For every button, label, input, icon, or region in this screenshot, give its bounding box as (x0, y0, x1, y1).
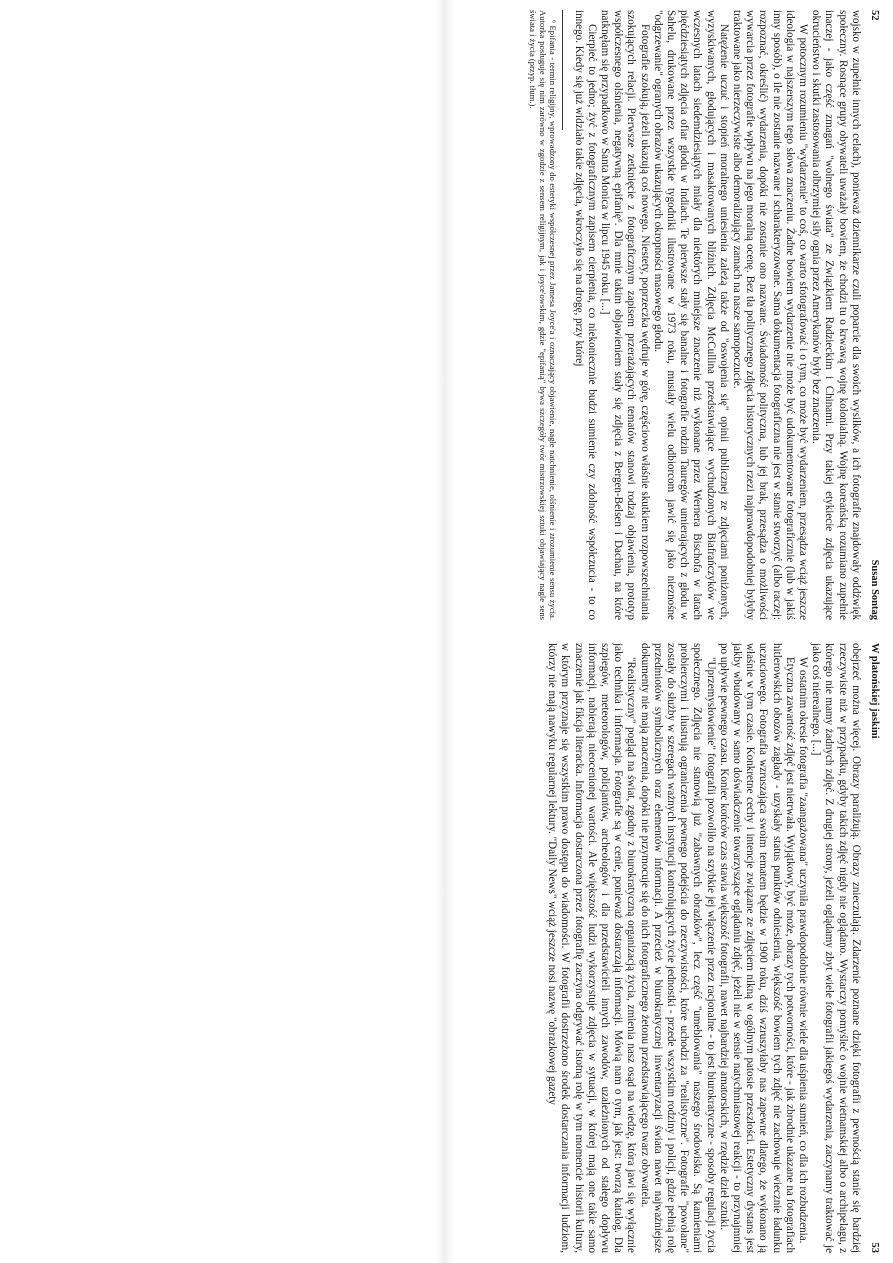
paragraph: W ostatnim okresie fotografia "zaangażowana" uczyniła prawdopodobnie równie wiele dla uśpienia sumień, co dla ich rozbudzenia. (796, 657, 809, 1244)
paragraph: Natężenie uczuć i stopień moralnego uniesienia zależą także od "oswojenia się" opinii publicznej ze zdjęciami poniżonych, wyzyskiwanych, głodujących i masakrowanych bliźnich. Zdjęcia McCullina przedstawiające wychudzonych Biafrańczyków we wczesnych latach siedemdziesiątych miały dla niektórych mniejsze znaczenie niż wykonane przez Wernera Bischofa w latach pięćdziesiątych zdjęcia ofiar głodu w Indiach. Te pierwsze stały się banalne i fotografie rodzin Tauregów umierających z głodu w Sahelu, drukowane przez wszystkie tygodniki ilustrowane w 1973 roku, musiały wielu odbiorcom jawić się jako nieznośne "odgrzewanie" ogranych obrazów ukazujących okropności masowego głodu. (651, 10, 730, 620)
right-page (453, 633, 893, 1263)
running-head: Susan Sontag (869, 559, 880, 620)
right-page-header (868, 643, 881, 1253)
left-page (453, 0, 893, 630)
paragraph: Cierpieć to jedno; żyć z fotograficznym zapisem cierpienia, co niekoniecznie budzi sumienie czy zdolność współczucia - to co innego. Kiedy się już widziało takie zdjęcia, wkroczyło się na drogę, przy której (572, 10, 598, 620)
left-page-header (868, 10, 881, 620)
paragraph: Fotografie szokują, jeżeli ukazują coś nowego. Niestety, poprzeczka wędruje w górę, częściowo właśnie skutkiem rozpowszechniania szokujących relacji. Pierwsze zetknięcie z fotograficznym zapisem przerażających tematów stanowi rodzaj objawienia, prototyp współczesnego olśnienia, negatywną epifanię⁶. Dla mnie takim objawieniem stały się zdjęcia z Bergen-Belsen i Dachau, na które natknęłam się przypadkowo w Santa Monica w lipcu 1945 roku. [...] (598, 10, 651, 620)
footnote: ⁶ Epifania - termin religijny, wprowadzony do estetyki współczesnej przez Jamesa Joyce'a i oznaczający objawienie, nagłe natchnienie, olśnienie i zrozumienie sensu życia. Autorka posługuje się nim zarówno w zgodzie z sensem religijnym, jak i joyce'owskim, gdzie "epifanią" bywa szczegóły twór mistrzowskiej sztuki objawiający nagle sens świata i życia (przyp. tłum.). (528, 10, 559, 620)
paragraph: Etyczna zawartość zdjęć jest nietrwała. Wyjątkowy, być może, obrazy tych potworności, które - jak zbrodnie ukazane na fotografiach hitlerowskich obozów zagłady - uzyskały status punktów odniesienia, większość bowiem tych zdjęć nie zachowuje wiecznie ładunku uczuciowego. Fotografia wzruszająca swoim tematem będzie w 1900 roku, dziś wzruszyłaby nas zapewne dlatego, że wykonano ją właśnie w tym czasie. Konkretne cechy i intencje związane ze zdjęciem nikną w ogólnym patosie przeszłości. Estetyczny dystans jest jakby wbudowany w samo doświadczenie towarzyszące oglądaniu zdjęć, jeżeli nie w sensie natychmiastowej reakcji - to przynajmniej po upływie pewnego czasu. Koniec końców czas stawia większość fotografii, nawet najbardziej amatorskich, w rzędzie dzieł sztuki. (717, 643, 796, 1253)
paragraph: "Realistyczny" pogląd na świat, zgodny z biurokratyczną organizacją życia, zmienia nasz osąd na wiedzę, która jawi się wyłącznie jako technika i informacja. Fotografie są w cenie, ponieważ dostarczają informacji. Mówią nam o tym, jak jest: tworzą katalog. Dla szpiegów, meteorologów, policjantów, archeologów i dla przedstawicieli innych zawodów, uzależnionych od stałego dopływu informacji, nabierają nieocenionej wartości. Ale większość ludzi wykorzystuje zdjęcia w sytuacji, w której mają one takie samo znaczenie jak fikcja literacka. Informacja dostarczona przez fotografię zaczyna odgrywać istotną rolę w tym momencie historii kultury, w którym przyznaje się wszystkim prawo dostępu do wiadomości. W fotografii dostrzeżono środek dostarczania informacji ludziom, którzy nie mają nawyku regularnej lektury. "Daily News" wciąż jeszcze nosi nazwę "obrazkowej gazety (546, 643, 638, 1253)
footnote-divider (562, 10, 563, 130)
paragraph: "Uprzemysłowienie" fotografii pozwoliło na szybkie jej włączenie przez racjonalne - to jest biurokratyczne - sposoby regulacji życia społecznego. Zdjęcia nie stanowią już "zabawnych obrazków", lecz część "umeblowania" naszego środowiska. Są kamieniami probierczymi i ilustrują ograniczenia pewnego podejścia do rzeczywistości, które uchodzi za "realistyczne". Fotografie "powołane" zostały do służby w szeregach ważnych instytucji kontrolujących życie jednostki - przede wszystkim rodziny i policji, gdzie pełnią rolę przedmiotów symbolicznych oraz elementów informacji. A przecież w biurokratycznej inwentaryzacji świata nawet najważniejsze dokumenty nie mają znaczenia, dopóki nie przymocuje się do nich fotograficznego żetonu przedstawiającego twarz obywatela. (638, 643, 717, 1253)
paragraph: obejrzeć można więcej. Obrazy paraliżują. Obrazy znieczulają. Zdarzenie poznane dzięki fotografii z pewnością stanie się bardziej rzeczywiste niż w przypadku, gdyby takich zdjęć nigdy nie oglądano. Wystarczy pomyśleć o wojnie wietnamskiej albo o archipelagu, z którego nie mamy żadnych zdjęć. Z drugiej strony, jeżeli oglądamy zbyt wiele fotografii jakiegoś wydarzenia, zaczynamy traktować je jako coś nierealnego. [...] (810, 643, 862, 1253)
running-head: W platońskiej jaskini (869, 643, 880, 739)
page-number: 53 (869, 1242, 880, 1253)
paragraph: W potocznym rozumieniu "wydarzenie" to coś, co warto sfotografować i o tym, co może być wydarzeniem, przesądza wciąż jeszcze ideologia w najszerszym tego słowa znaczeniu. Żadne bowiem wydarzenie nie może być udokumentowane fotograficznie (lub w jakiś inny sposób), o ile nie zostanie nazwane i scharakteryzowane. Sama dokumentacja fotograficzna nie jest w stanie stworzyć (albo raczej: rozpoznać, określić) wydarzenia, dopóki nie zostanie ono nazwane. Świadomość polityczna, lub jej brak, przesądza o możliwości wywarcia przez fotografie wpływu na jego moralną ocenę. Bez tła politycznego zdjęcia historycznych rzezi najprawdopodobniej byłyby traktowane jako nierzeczywiste albo demoralizujący zamach na nasze samopoczucie. (730, 10, 809, 620)
paragraph: wojsko w zupełnie innych celach), ponieważ dziennikarze czuli poparcie dla swoich wysiłków, a ich fotografie znajdowały oddźwięk społeczny. Rosnące grupy obywateli uważały bowiem, że chodzi tu o krwawą wojnę kolonialną. Wojnę koreańską rozumiano zupełnie inaczej - jako część zmagań "wolnego świata" ze Związkiem Radzieckim i Chinami. Przy takiej etykiecie zdjęcia ukazujące okrucieństwo i skutki zastosowania olbrzymiej siły ognia przez Amerykanów były bez znaczenia. (810, 10, 862, 620)
page-number: 52 (869, 10, 880, 21)
